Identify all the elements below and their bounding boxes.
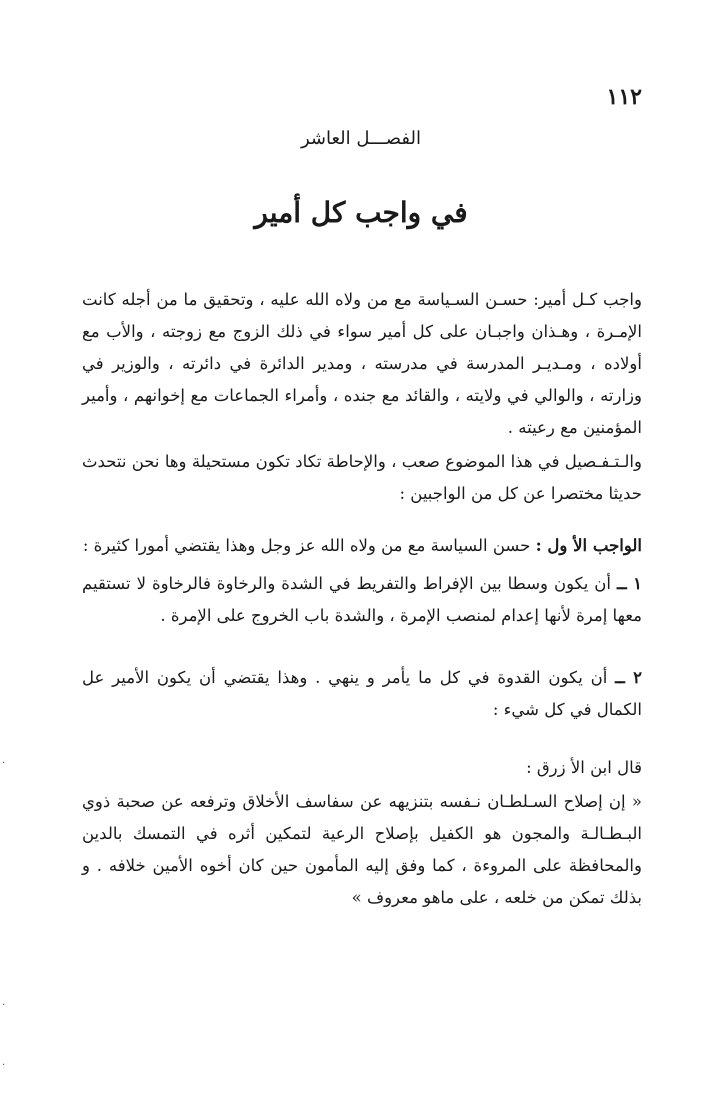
paragraph-intro: واجب كـل أمير: حسـن السـياسة مع من ولاه الله عليه ، وتحقيق ما من أجله كانت الإمـرة ، وهـذان واجبـان على كل أمير سواء في ذلك الزوج مع زوجته ، والأب مع أولاده ، ومـديـر المدرسة في مدرسته ، ومدير الدائرة في دائرته ، والوزير في وزارته ، والوالي في ولايته ، والقائد مع جنده ، وأمراء الجماعات مع إخوانهم ، وأمير المؤمنين مع رعيته . [82,290,642,437]
margin-mark: · [2,1000,6,1011]
page-number: ١١٢ [606,84,642,110]
margin-mark: · [2,1060,6,1071]
quote-attribution: قال ابن الأ زرق : [526,758,642,777]
quote-text: « إن إصلاح السـلطـان نـفسه بتنزيهه عن سفاسف الأخلاق وترفعه عن صحبة ذوي البـطـالـة والمجون هو الكفيل بإصلاح الرعية لتمكين أثره في التمسك بالدين والمحافظة على المروءة ، كما وفق إليه المأمون حين كان أخوه الأمين خلافه . و بذلك تمكن من خلعه ، على ماهو معروف » [82,792,642,907]
paragraph-detail: والـتـفـصيل في هذا الموضوع صعب ، والإحاطة تكاد تكون مستحيلة وها نحن نتحدث حديثا مختصرا عن كل من الواجبين : [82,452,642,503]
chapter-title: في واجب كل أمير [254,196,468,229]
chapter-label: الفصـــل العاشر [300,128,422,149]
margin-mark: · [2,758,6,769]
list-item-2-text: أن يكون القدوة في كل ما يأمر و ينهي . وهذا يقتضي أن يكون الأمير عل الكمال في كل شيء : [82,668,642,719]
list-item-1 [82,568,642,632]
list-item-1-text: أن يكون وسطا بين الإفراط والتفريط في الشدة والرخاوة فالرخاوة لا تستقيم معها إمرة لأنها إعدام لمنصب الإمرة ، والشدة باب الخروج على الإمرة . [82,574,642,625]
list-item-2-number: ٢ ــ [615,668,642,687]
list-item-2 [82,662,642,726]
list-item-1-number: ١ ــ [616,574,642,593]
first-duty-heading: الواجب الأ ول : [535,536,642,555]
paragraph-first-duty [82,530,642,562]
first-duty-text: حسن السياسة مع من ولاه الله عز وجل وهذا يقتضي أمورا كثيرة : [82,536,536,555]
